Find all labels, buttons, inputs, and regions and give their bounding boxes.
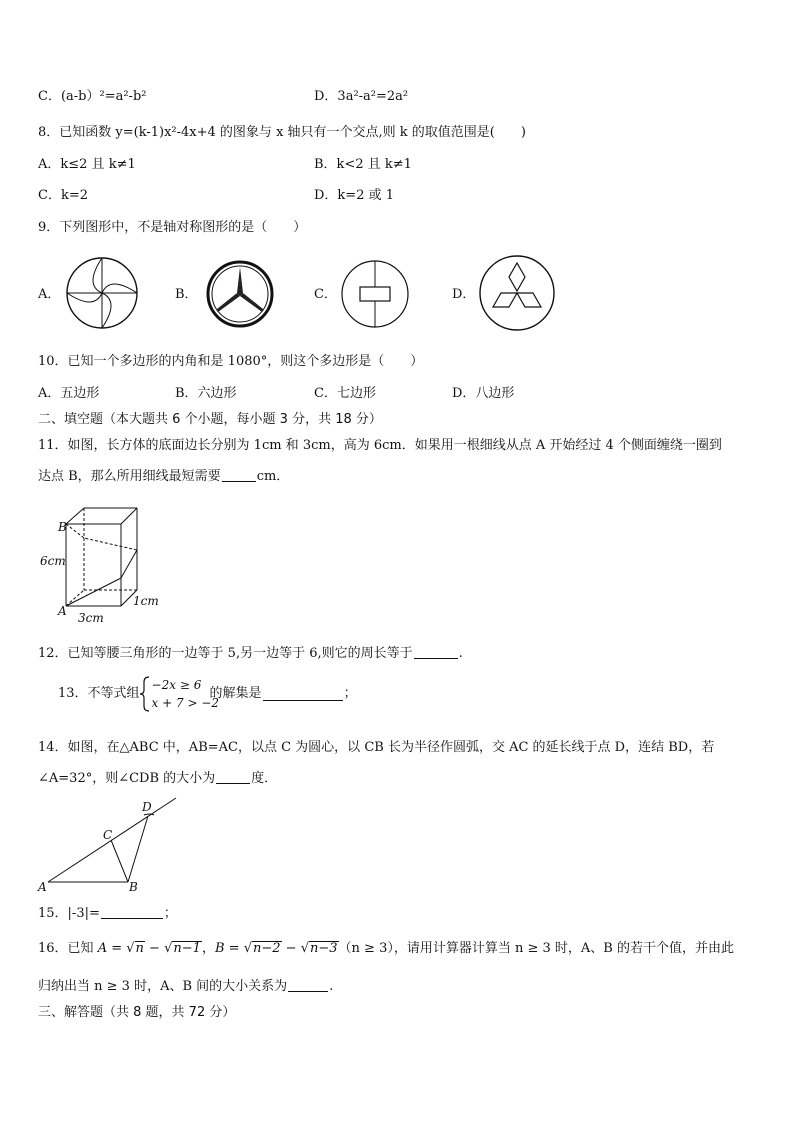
q16-comma: ， <box>201 941 215 956</box>
q16-line2-text: 归纳出当 n ≥ 3 时，A、B 间的大小关系为 <box>38 979 288 994</box>
q14-label-b: B <box>129 880 138 894</box>
q16-sqrt-sign-2: √ <box>164 941 173 956</box>
q14-line1: 14．如图，在△ABC 中，AB=AC，以点 C 为圆心，以 CB 长为半径作圆弧，交 AC 的延长线于点 D，连结 BD，若 <box>38 740 715 755</box>
q11-answer-blank[interactable] <box>222 468 256 482</box>
q16-sqrt-sign-1: √ <box>126 941 135 956</box>
q8-option-b: B．k<2 且 k≠1 <box>314 157 412 172</box>
q9-option-d-label: D． <box>452 287 476 302</box>
q10-option-d: D．八边形 <box>452 386 515 401</box>
q11-line2 <box>38 468 289 486</box>
q11-label-b: B <box>58 520 67 534</box>
q13-end: ； <box>343 686 357 701</box>
q13-mid: 的解集是 <box>209 686 262 701</box>
q10-option-a: A．五边形 <box>38 386 100 401</box>
q16-sqrt-n-3: n−3 <box>310 941 338 956</box>
q9-option-a-label: A． <box>38 287 61 302</box>
q13 <box>58 676 357 713</box>
q10-stem: 10．已知一个多边形的内角和是 1080°，则这个多边形是（ ） <box>38 354 424 369</box>
q14-line2 <box>38 770 277 788</box>
q11-line1: 11．如图，长方体的底面边长分别为 1cm 和 3cm，高为 6cm．如果用一根细线从点 A 开始经过 4 个侧面缠绕一圈到 <box>38 438 722 453</box>
q11-label-width: 3cm <box>78 611 104 625</box>
q16-var-a: A <box>97 941 108 956</box>
q16-sqrt-n-2: n−2 <box>252 941 281 956</box>
q13-answer-blank[interactable] <box>263 687 343 701</box>
q12 <box>38 645 463 663</box>
q16-minus-2: − <box>281 941 301 956</box>
q9-figure-b-three-point-star <box>205 259 275 329</box>
q14-unit: 度． <box>251 771 278 786</box>
q8-stem: 8．已知函数 y=(k-1)x²-4x+4 的图象与 x 轴只有一个交点,则 k 的取值范围是( ) <box>38 125 526 140</box>
q11-label-depth: 1cm <box>133 594 159 608</box>
q16-line2 <box>38 978 333 996</box>
q12-text: 12．已知等腰三角形的一边等于 5,另一边等于 6,则它的周长等于 <box>38 646 413 661</box>
q8-option-d: D．k=2 或 1 <box>314 188 394 203</box>
q16-eq-b: = <box>224 941 244 956</box>
q16-var-b: B <box>214 941 225 956</box>
q8-option-c: C．k=2 <box>38 188 88 203</box>
q16-answer-blank[interactable] <box>288 978 328 992</box>
q9-option-b-label: B． <box>175 287 198 302</box>
q14-label-c: C <box>103 828 113 842</box>
q16-sqrt-sign-3: √ <box>243 941 252 956</box>
q7-option-c: C．(a-b）²=a²-b² <box>38 89 147 104</box>
section-3-heading: 三、解答题（共 8 题，共 72 分） <box>38 1005 236 1020</box>
q15-text: 15．|-3|= <box>38 906 100 921</box>
q16-intro: 16．已知 <box>38 941 98 956</box>
q9-figure-d-three-diamonds <box>477 253 557 333</box>
q16-condition: （n ≥ 3），请用计算器计算当 n ≥ 3 时，A、B 的若干个值，并由此 <box>338 941 734 956</box>
q10-option-c: C．七边形 <box>314 386 376 401</box>
q7-option-d: D．3a²-a²=2a² <box>314 89 409 104</box>
q14-line2-text: ∠A=32°，则∠CDB 的大小为 <box>38 771 216 786</box>
q13-prefix: 13．不等式组 <box>58 686 140 701</box>
q9-stem: 9．下列图形中，不是轴对称图形的是（ ） <box>38 220 307 235</box>
q14-answer-blank[interactable] <box>216 770 250 784</box>
q16-minus-1: − <box>144 941 165 956</box>
q14-label-d: D <box>142 800 152 814</box>
q14-label-a: A <box>38 880 47 894</box>
q15-answer-blank[interactable] <box>101 905 163 919</box>
q13-inequality-2: x + 7 > −2 <box>151 696 220 710</box>
q12-answer-blank[interactable] <box>414 645 458 659</box>
q8-option-a: A．k≤2 且 k≠1 <box>38 157 136 172</box>
q11-label-height: 6cm <box>40 554 66 568</box>
q11-label-a: A <box>58 604 67 618</box>
q16-sqrt-n: n <box>135 941 144 956</box>
q16-eq-a: = <box>107 941 127 956</box>
q15 <box>38 905 177 923</box>
q11-unit: cm． <box>256 469 290 484</box>
q12-end: . <box>458 646 463 661</box>
q9-option-c-label: C． <box>314 287 337 302</box>
q16-line1 <box>38 940 734 958</box>
q9-figure-c-circle-rectangle <box>340 259 410 329</box>
q9-figure-a-pinwheel-circle <box>64 255 140 331</box>
q10-option-b: B．六边形 <box>175 386 237 401</box>
q13-inequality-1: −2x ≥ 6 <box>151 678 202 692</box>
q16-sqrt-n-1: n−1 <box>173 941 201 956</box>
q16-sqrt-sign-4: √ <box>300 941 309 956</box>
q16-end: . <box>329 979 334 994</box>
q15-end: ； <box>163 906 177 921</box>
q11-line2-text: 达点 B，那么所用细线最短需要 <box>38 469 221 484</box>
q13-inequality-system <box>140 676 220 712</box>
section-2-heading: 二、填空题（本大题共 6 个小题，每小题 3 分，共 18 分） <box>38 412 382 427</box>
